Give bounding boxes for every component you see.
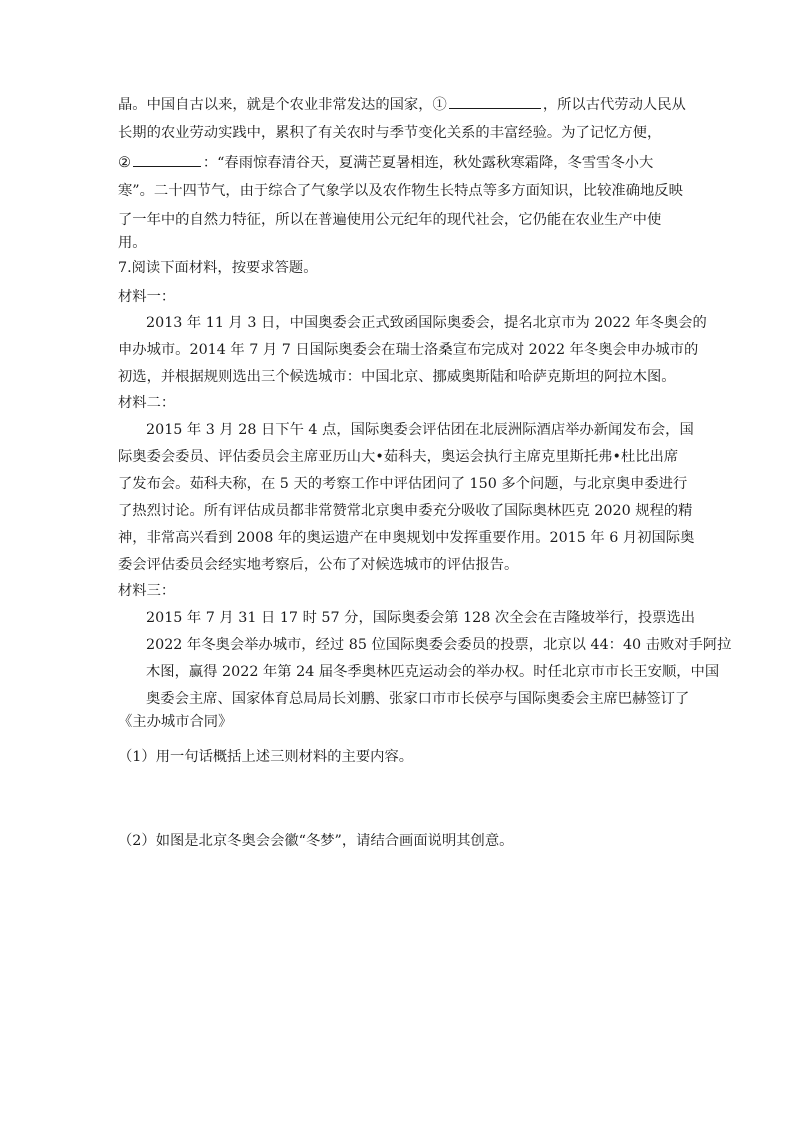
material-1-line-2: 申办城市。2014 年 7 月 7 日国际奥委会在瑞士洛桑宣布完成对 2022 年冬奥会申办城市的 — [118, 342, 699, 358]
passage-text: ，所以古代劳动人民从 — [542, 97, 686, 113]
material-3-label: 材料三： — [118, 583, 176, 599]
passage-line-1 — [118, 94, 686, 115]
material-1-line-1: 2013 年 11 月 3 日，中国奥委会正式致函国际奥委会，提名北京市为 2022 年冬奥会的 — [146, 315, 707, 331]
material-3-line-1: 2015 年 7 月 31 日 17 时 57 分，国际奥委会第 128 次全会在吉隆坡举行，投票选出 — [146, 610, 696, 626]
material-3-line-4: 奥委会主席、国家体育总局局长刘鹏、张家口市市长侯亭与国际奥委会主席巴赫签订了 — [146, 691, 690, 707]
material-2-line-4: 了热烈讨论。所有评估成员都非常赞常北京奥申委充分吸收了国际奥林匹克 2020 规程的精 — [118, 503, 693, 519]
material-1-line-3: 初选，并根据规则选出三个候选城市：中国北京、挪威奥斯陆和哈萨克斯坦的阿拉木图。 — [118, 369, 676, 385]
material-2-line-1: 2015 年 3 月 28 日下午 4 点，国际奥委会评估团在北辰洲际酒店举办新闻发布会，国 — [146, 422, 694, 438]
passage-line-6: 用。 — [118, 235, 147, 251]
question-title: 7.阅读下面材料，按要求答题。 — [118, 260, 318, 276]
material-3-line-3: 木图，赢得 2022 年第 24 届冬季奥林匹克运动会的举办权。时任北京市市长王安顺，中国 — [146, 664, 720, 680]
answer-blank-1[interactable] — [449, 94, 541, 109]
passage-line-5: 了一年中的自然力特征，所以在普遍使用公元纪年的现代社会，它仍能在农业生产中使 — [118, 212, 662, 228]
material-2-line-6: 委会评估委员会经实地考察后，公布了对候选城市的评估报告。 — [118, 557, 519, 573]
material-2-line-2: 际奥委会委员、评估委员会主席亚历山大•茹科夫，奥运会执行主席克里斯托弗•杜比出席 — [118, 449, 679, 465]
sub-question-2: （2）如图是北京冬奥会会徽“冬梦”，请结合画面说明其创意。 — [118, 833, 514, 849]
passage-text: 晶。中国自古以来，就是个农业非常发达的国家，① — [118, 97, 447, 113]
material-3-line-2: 2022 年冬奥会举办城市，经过 85 位国际奥委会委员的投票，北京以 44：40 击败对手阿拉 — [146, 637, 732, 653]
sub-question-1: （1）用一句话概括上述三则材料的主要内容。 — [118, 749, 414, 765]
passage-line-2: 长期的农业劳动实践中，累积了有关农时与季节变化关系的丰富经验。为了记忆方便， — [118, 125, 662, 141]
material-2-line-5: 神，非常高兴看到 2008 年的奥运遗产在申奥规划中发挥重要作用。2015 年 6 月初国际奥 — [118, 530, 695, 546]
material-2-label: 材料二： — [118, 395, 176, 411]
answer-blank-2[interactable] — [133, 152, 201, 167]
passage-text: ② — [118, 155, 131, 171]
passage-text: ：“春雨惊春清谷天，夏满芒夏暑相连，秋处露秋寒霜降，冬雪雪冬小大 — [202, 155, 654, 171]
material-1-label: 材料一： — [118, 289, 176, 305]
passage-line-4: 寒”。二十四节气，由于综合了气象学以及农作物生长特点等多方面知识，比较准确地反映 — [118, 183, 683, 199]
passage-line-3 — [118, 152, 653, 173]
material-3-line-5: 《主办城市合同》 — [118, 714, 233, 730]
material-2-line-3: 了发布会。茹科夫称，在 5 天的考察工作中评估团问了 150 多个问题，与北京奥申委进行 — [118, 476, 688, 492]
